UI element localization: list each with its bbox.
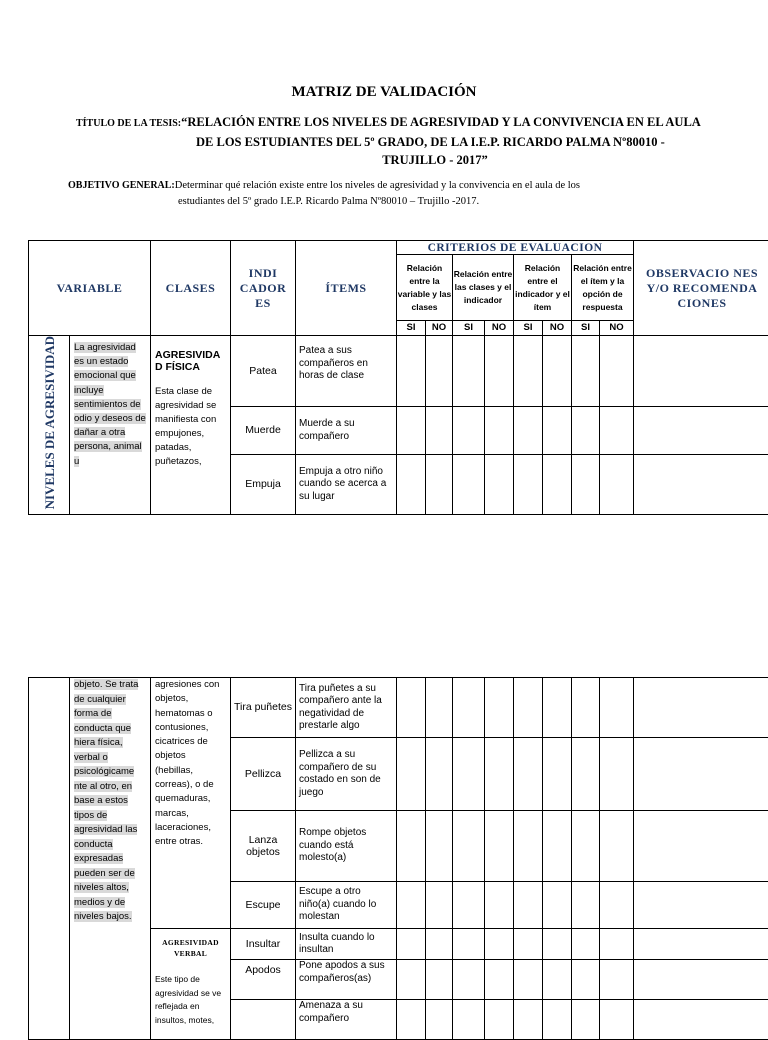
verbal-class-title: AGRESIVIDAD VERBAL [155, 937, 226, 959]
eval-cell[interactable] [514, 1000, 543, 1040]
eval-cell[interactable] [426, 336, 453, 407]
observation-cell[interactable] [634, 882, 768, 929]
indicator-cell: Insultar [231, 929, 296, 960]
item-cell: Tira puñetes a su compañero ante la negatividad de prestarle algo [296, 678, 397, 738]
eval-cell[interactable] [572, 960, 600, 1000]
eval-cell[interactable] [572, 678, 600, 738]
eval-cell[interactable] [572, 811, 600, 882]
variable-definition-cell [70, 336, 151, 515]
header-criterios: CRITERIOS DE EVALUACION [397, 241, 634, 255]
eval-cell[interactable] [426, 1000, 453, 1040]
eval-cell[interactable] [397, 929, 426, 960]
eval-cell[interactable] [453, 960, 485, 1000]
indicator-cell: Escupe [231, 882, 296, 929]
observation-cell[interactable] [634, 455, 768, 515]
class-cell [151, 678, 231, 929]
observation-cell[interactable] [634, 960, 768, 1000]
eval-cell[interactable] [397, 1000, 426, 1040]
eval-cell[interactable] [485, 882, 514, 929]
item-cell: Pone apodos a sus compañeros(as) [296, 960, 397, 1000]
eval-cell[interactable] [426, 455, 453, 515]
eval-cell[interactable] [397, 407, 426, 455]
observation-cell[interactable] [634, 336, 768, 407]
item-cell: Escupe a otro niño(a) cuando lo molestan [296, 882, 397, 929]
observation-cell[interactable] [634, 929, 768, 960]
variable-name: NIVELES DE AGRESIVIDAD [42, 336, 57, 509]
eval-cell[interactable] [543, 336, 572, 407]
eval-cell[interactable] [600, 811, 634, 882]
eval-cell[interactable] [572, 929, 600, 960]
variable-definition: La agresividad es un estado emocional que incluye sentimientos de odio y deseos de dañar a otra persona, animal u [74, 342, 146, 467]
eval-cell[interactable] [485, 738, 514, 811]
thesis-line-1 [76, 115, 701, 130]
thesis-line-3: TRUJILLO - 2017” [0, 153, 768, 168]
eval-cell[interactable] [600, 455, 634, 515]
criterion-4: Relación entre el ítem y la opción de respuesta [572, 255, 634, 321]
eval-cell[interactable] [453, 1000, 485, 1040]
eval-cell[interactable] [572, 882, 600, 929]
eval-cell[interactable] [543, 678, 572, 738]
item-cell: Amenaza a su compañero [296, 1000, 397, 1040]
indicator-cell: Tira puñetes [231, 678, 296, 738]
validation-table-1 [28, 240, 768, 515]
eval-cell[interactable] [485, 929, 514, 960]
eval-cell[interactable] [572, 455, 600, 515]
thesis-line-2: DE LOS ESTUDIANTES DEL 5º GRADO, DE LA I.E.P. RICARDO PALMA Nº80010 - [196, 135, 665, 150]
eval-cell[interactable] [600, 678, 634, 738]
item-cell: Pellizca a su compañero de su costado en son de juego [296, 738, 397, 811]
header-clases: CLASES [151, 241, 231, 336]
class-description: agresiones con objetos, hematomas o contusiones, cicatrices de objetos (hebillas, correas), o de quemaduras, marcas, laceraciones, entre otras. [155, 678, 226, 850]
header-indicadores: INDI CADOR ES [231, 241, 296, 336]
eval-cell[interactable] [600, 738, 634, 811]
indicator-cell: Patea [231, 336, 296, 407]
no-label: NO [426, 321, 453, 336]
objective-label: OBJETIVO GENERAL: [68, 180, 175, 191]
eval-cell[interactable] [397, 738, 426, 811]
eval-cell[interactable] [397, 455, 426, 515]
criterion-2: Relación entre las clases y el indicador [453, 255, 514, 321]
criterion-3: Relación entre el indicador y el ítem [514, 255, 572, 321]
objective-text-1: Determinar qué relación existe entre los niveles de agresividad y la convivencia en el aula de los [175, 180, 580, 191]
eval-cell[interactable] [426, 882, 453, 929]
eval-cell[interactable] [485, 407, 514, 455]
eval-cell[interactable] [485, 455, 514, 515]
item-cell: Rompe objetos cuando está molesto(a) [296, 811, 397, 882]
eval-cell[interactable] [543, 929, 572, 960]
eval-cell[interactable] [514, 882, 543, 929]
eval-cell[interactable] [514, 336, 543, 407]
eval-cell[interactable] [600, 929, 634, 960]
eval-cell[interactable] [485, 960, 514, 1000]
header-variable: VARIABLE [29, 241, 151, 336]
eval-cell[interactable] [453, 738, 485, 811]
page-title: MATRIZ DE VALIDACIÓN [0, 84, 768, 101]
thesis-label: TÍTULO DE LA TESIS: [76, 118, 181, 129]
eval-cell[interactable] [453, 678, 485, 738]
eval-cell[interactable] [543, 1000, 572, 1040]
eval-cell[interactable] [514, 678, 543, 738]
validation-table-2 [28, 677, 768, 1040]
verbal-class-cell [151, 929, 231, 1040]
eval-cell[interactable] [543, 455, 572, 515]
eval-cell[interactable] [543, 882, 572, 929]
objective-line-2: estudiantes del 5º grado I.E.P. Ricardo Palma Nº80010 – Trujillo -2017. [178, 196, 479, 207]
eval-cell[interactable] [485, 678, 514, 738]
eval-cell[interactable] [397, 811, 426, 882]
eval-cell[interactable] [600, 336, 634, 407]
header-observaciones: OBSERVACIO NES Y/O RECOMENDA CIONES [634, 241, 768, 336]
eval-cell[interactable] [426, 811, 453, 882]
indicator-cell: Lanza objetos [231, 811, 296, 882]
eval-cell[interactable] [453, 336, 485, 407]
eval-cell[interactable] [514, 738, 543, 811]
class-description: Esta clase de agresividad se manifiesta con empujones, patadas, puñetazos, [155, 385, 226, 469]
observation-cell[interactable] [634, 407, 768, 455]
item-cell: Muerde a su compañero [296, 407, 397, 455]
indicator-cell: Muerde [231, 407, 296, 455]
indicator-cell [231, 1000, 296, 1040]
eval-cell[interactable] [514, 407, 543, 455]
objective-line-1 [68, 180, 580, 191]
item-cell: Patea a sus compañeros en horas de clase [296, 336, 397, 407]
eval-cell[interactable] [600, 407, 634, 455]
eval-cell[interactable] [453, 929, 485, 960]
eval-cell[interactable] [514, 929, 543, 960]
eval-cell[interactable] [572, 336, 600, 407]
eval-cell[interactable] [426, 407, 453, 455]
eval-cell[interactable] [600, 1000, 634, 1040]
eval-cell[interactable] [453, 882, 485, 929]
item-cell: Empuja a otro niño cuando se acerca a su lugar [296, 455, 397, 515]
variable-name-cell [29, 678, 70, 1040]
eval-cell[interactable] [426, 929, 453, 960]
indicator-cell: Apodos [231, 960, 296, 1000]
eval-cell[interactable] [453, 455, 485, 515]
variable-definition-cell [70, 678, 151, 1040]
eval-cell[interactable] [397, 336, 426, 407]
eval-cell[interactable] [543, 960, 572, 1000]
observation-cell[interactable] [634, 678, 768, 738]
eval-cell[interactable] [485, 336, 514, 407]
si-label: SI [514, 321, 543, 336]
no-label: NO [543, 321, 572, 336]
si-label: SI [572, 321, 600, 336]
class-title: AGRESIVIDA D FÍSICA [155, 349, 226, 373]
eval-cell[interactable] [600, 882, 634, 929]
eval-cell[interactable] [543, 738, 572, 811]
thesis-text-1: “RELACIÓN ENTRE LOS NIVELES DE AGRESIVIDAD Y LA CONVIVENCIA EN EL AULA [181, 115, 701, 129]
eval-cell[interactable] [426, 678, 453, 738]
no-label: NO [485, 321, 514, 336]
observation-cell[interactable] [634, 1000, 768, 1040]
variable-definition: objeto. Se trata de cualquier forma de conducta que hiera física, verbal o psicológicame nte al otro, en base a estos tipos de agresividad las conducta expresadas pueden ser de niveles altos, medios y de niveles bajos. [74, 679, 138, 922]
si-label: SI [397, 321, 426, 336]
variable-name-cell [29, 336, 70, 515]
eval-cell[interactable] [514, 811, 543, 882]
criterion-1: Relación entre la variable y las clases [397, 255, 453, 321]
indicator-cell: Pellizca [231, 738, 296, 811]
eval-cell[interactable] [572, 1000, 600, 1040]
eval-cell[interactable] [426, 960, 453, 1000]
eval-cell[interactable] [572, 407, 600, 455]
class-cell [151, 336, 231, 515]
indicator-cell: Empuja [231, 455, 296, 515]
eval-cell[interactable] [600, 960, 634, 1000]
eval-cell[interactable] [397, 882, 426, 929]
eval-cell[interactable] [426, 738, 453, 811]
eval-cell[interactable] [453, 811, 485, 882]
header-items: ÍTEMS [296, 241, 397, 336]
eval-cell[interactable] [572, 738, 600, 811]
si-label: SI [453, 321, 485, 336]
eval-cell[interactable] [543, 811, 572, 882]
eval-cell[interactable] [514, 455, 543, 515]
eval-cell[interactable] [397, 678, 426, 738]
eval-cell[interactable] [397, 960, 426, 1000]
eval-cell[interactable] [485, 1000, 514, 1040]
eval-cell[interactable] [485, 811, 514, 882]
observation-cell[interactable] [634, 811, 768, 882]
eval-cell[interactable] [543, 407, 572, 455]
no-label: NO [600, 321, 634, 336]
verbal-class-description: Este tipo de agresividad se ve reflejada en insultos, motes, [155, 973, 226, 1027]
eval-cell[interactable] [453, 407, 485, 455]
item-cell: Insulta cuando lo insultan [296, 929, 397, 960]
eval-cell[interactable] [514, 960, 543, 1000]
observation-cell[interactable] [634, 738, 768, 811]
